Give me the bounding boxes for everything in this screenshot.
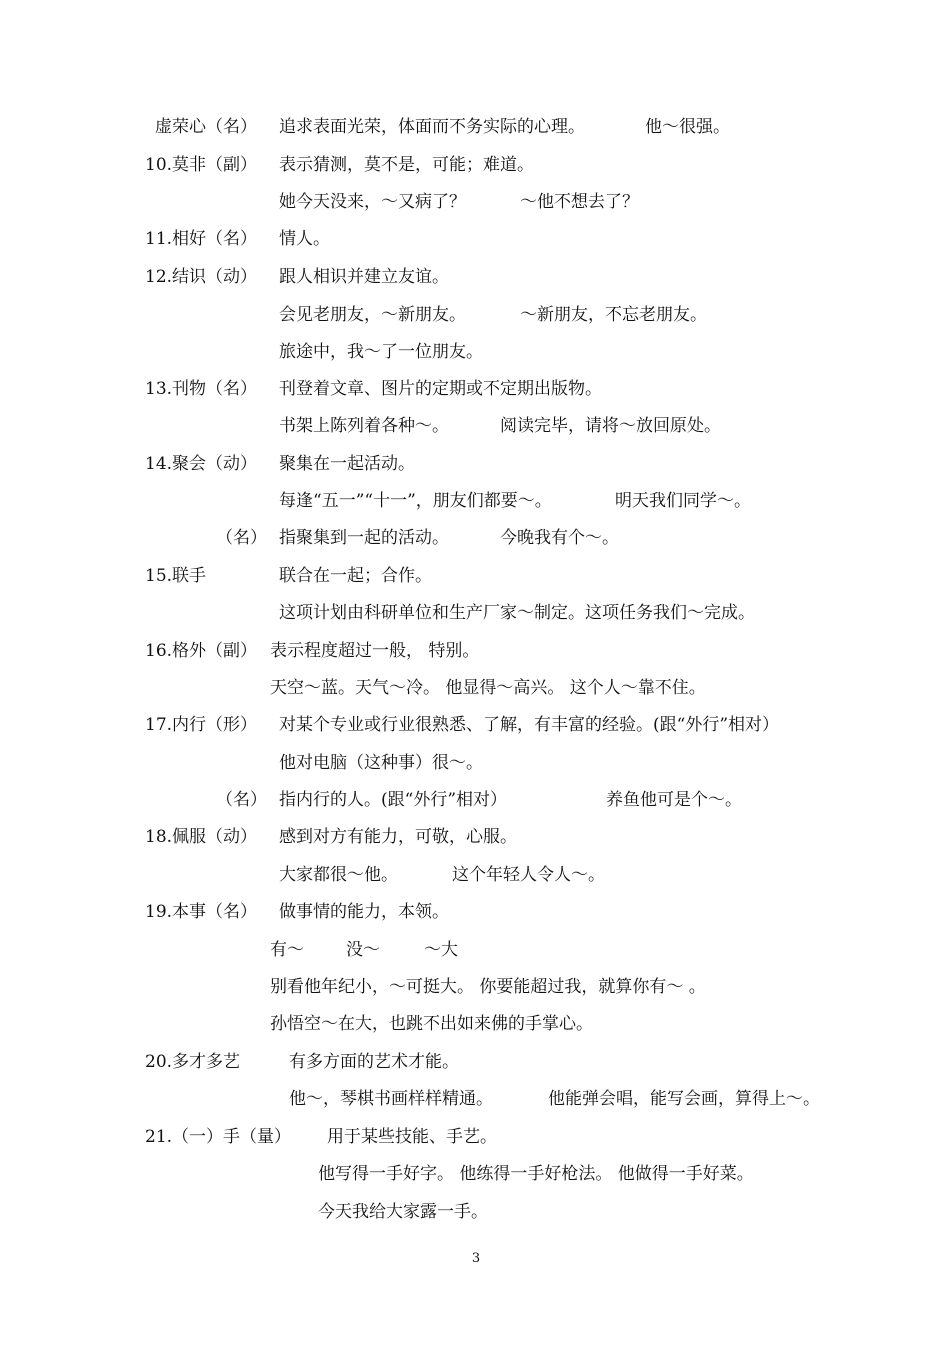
entry-headword: 13.刊物（名） <box>145 379 258 399</box>
entry-definition: 用于某些技能、手艺。 <box>327 1127 497 1147</box>
entry-example: 这项计划由科研单位和生产厂家～制定。这项任务我们～完成。 <box>279 603 755 623</box>
entry-definition: 感到对方有能力，可敬，心服。 <box>279 827 517 847</box>
entry-collocation: ～大 <box>424 940 458 960</box>
entry-example: 这个年轻人令人～。 <box>452 865 605 885</box>
entry-headword: 15.联手 <box>145 566 207 586</box>
entry-example: 每逢“五一”“十一”，朋友们都要～。 <box>279 491 552 511</box>
entry-example: 明天我们同学～。 <box>615 491 751 511</box>
entry-headword: 14.聚会（动） <box>145 454 258 474</box>
entry-sub-definition: 指内行的人。(跟“外行”相对） <box>279 790 508 810</box>
entry-headword: 虚荣心（名） <box>155 117 257 137</box>
entry-example: 她今天没来，～又病了？ <box>279 192 466 212</box>
entry-headword: 17.内行（形） <box>145 715 258 735</box>
entry-definition: 有多方面的艺术才能。 <box>289 1052 459 1072</box>
entry-collocation: 没～ <box>346 940 380 960</box>
entry-definition: 做事情的能力，本领。 <box>279 902 449 922</box>
entry-headword: 16.格外（副） <box>145 641 258 661</box>
entry-headword: 11.相好（名） <box>145 229 258 249</box>
entry-example: 今天我给大家露一手。 <box>318 1202 488 1222</box>
entry-sub-pos: （名） <box>216 790 267 810</box>
entry-sub-definition: 指聚集到一起的活动。 <box>279 528 449 548</box>
entry-headword: 12.结识（动） <box>145 267 258 287</box>
entry-definition: 对某个专业或行业很熟悉、了解，有丰富的经验。(跟“外行”相对） <box>279 715 780 735</box>
entry-example: 他～，琴棋书画样样精通。 <box>289 1089 493 1109</box>
entry-definition: 联合在一起；合作。 <box>279 566 432 586</box>
entry-example: 他能弹会唱，能写会画，算得上～。 <box>548 1089 820 1109</box>
entry-sub-pos: （名） <box>216 528 267 548</box>
entry-example: 别看他年纪小，～可挺大。 你要能超过我，就算你有～ 。 <box>270 977 706 997</box>
entry-definition: 刊登着文章、图片的定期或不定期出版物。 <box>279 379 602 399</box>
entry-definition: 表示猜测，莫不是，可能；难道。 <box>279 155 534 175</box>
entry-headword: 18.佩服（动） <box>145 827 258 847</box>
entry-definition: 情人。 <box>279 229 330 249</box>
entry-headword: 21.（一）手（量） <box>145 1127 292 1147</box>
entry-example: 天空～蓝。天气～冷。 他显得～高兴。 这个人～靠不住。 <box>270 678 706 698</box>
entry-definition: 聚集在一起活动。 <box>279 454 415 474</box>
page-number: 3 <box>471 1251 481 1266</box>
entry-example: 阅读完毕，请将～放回原处。 <box>500 416 721 436</box>
entry-headword: 20.多才多艺 <box>145 1052 241 1072</box>
entry-example: 他～很强。 <box>645 117 730 137</box>
entry-example: 孙悟空～在大，也跳不出如来佛的手掌心。 <box>270 1014 593 1034</box>
entry-example: 今晚我有个～。 <box>500 528 619 548</box>
entry-example: 大家都很～他。 <box>279 865 398 885</box>
entry-example: 养鱼他可是个～。 <box>606 790 742 810</box>
entry-example: ～新朋友，不忘老朋友。 <box>520 305 707 325</box>
entry-headword: 19.本事（名） <box>145 902 258 922</box>
entry-example: 书架上陈列着各种～。 <box>279 416 449 436</box>
entry-example: 旅途中，我～了一位朋友。 <box>279 342 483 362</box>
entry-definition: 表示程度超过一般， 特别。 <box>270 641 480 661</box>
entry-headword: 10.莫非（副） <box>145 155 258 175</box>
entry-definition: 追求表面光荣，体面而不务实际的心理。 <box>279 117 585 137</box>
entry-example: 他对电脑（这种事）很～。 <box>279 753 483 773</box>
entry-example: ～他不想去了？ <box>520 192 639 212</box>
entry-example: 会见老朋友，～新朋友。 <box>279 305 466 325</box>
entry-collocation: 有～ <box>270 940 304 960</box>
entry-definition: 跟人相识并建立友谊。 <box>279 267 449 287</box>
entry-example: 他写得一手好字。 他练得一手好枪法。 他做得一手好菜。 <box>318 1164 754 1184</box>
